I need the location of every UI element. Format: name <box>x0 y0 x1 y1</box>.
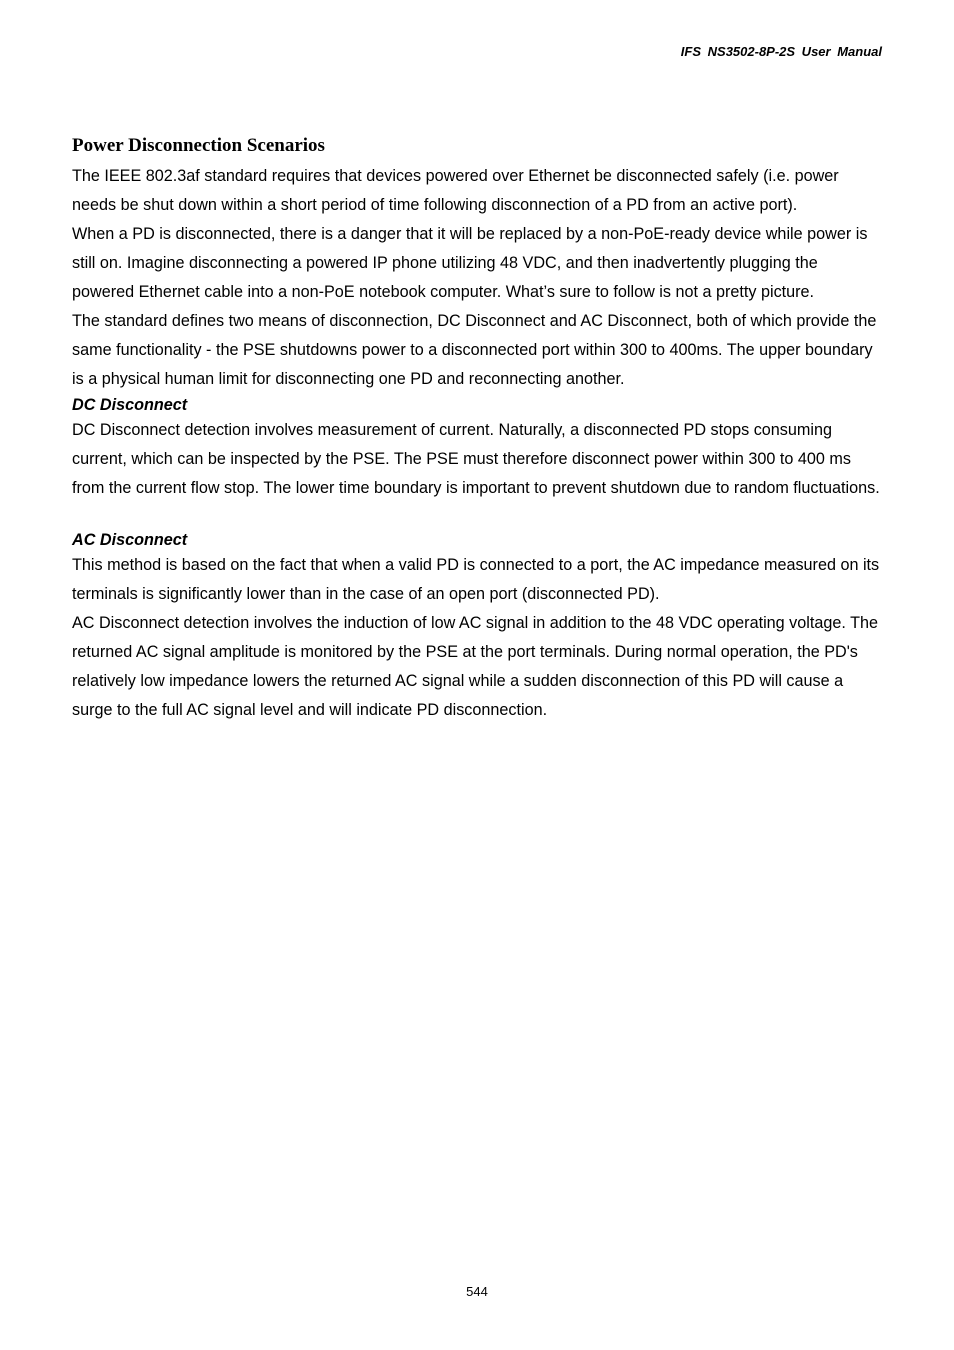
dc-disconnect-heading: DC Disconnect <box>72 396 188 414</box>
ac-disconnect-paragraph-2: AC Disconnect detection involves the induction of low AC signal in addition to the 48 VDC operating voltage. The returned AC signal amplitude is monitored by the PSE at the port terminals. During normal operation, the PD's relatively low impedance lowers the returned AC signal while a sudden disconnection of this PD will cause a surge to the full AC signal level and will indicate PD disconnection. <box>72 614 878 719</box>
document-body <box>72 133 884 725</box>
section-spacer <box>72 503 884 529</box>
page-number: 544 <box>466 1284 488 1299</box>
section-title: Power Disconnection Scenarios <box>72 135 325 156</box>
dc-disconnect-paragraph: DC Disconnect detection involves measurement of current. Naturally, a disconnected PD stops consuming current, which can be inspected by the PSE. The PSE must therefore disconnect power within 300 to 400 ms from the current flow stop. The lower time boundary is important to prevent shutdown due to random fluctuations. <box>72 421 880 497</box>
ac-disconnect-heading: AC Disconnect <box>72 531 188 549</box>
intro-paragraph-3: The standard defines two means of disconnection, DC Disconnect and AC Disconnect, both of which provide the same functionality - the PSE shutdowns power to a disconnected port within 300 to 400ms. The upper boundary is a physical human limit for disconnecting one PD and reconnecting another. <box>72 312 877 388</box>
ac-disconnect-paragraph-1: This method is based on the fact that when a valid PD is connected to a port, the AC impedance measured on its terminals is significantly lower than in the case of an open port (disconnected PD). <box>72 556 880 603</box>
running-header: IFS NS3502-8P-2S User Manual <box>680 44 882 59</box>
intro-paragraph-1: The IEEE 802.3af standard requires that devices powered over Ethernet be disconnected safely (i.e. power needs be shut down within a short period of time following disconnection of a PD from an active port). <box>72 167 839 214</box>
intro-paragraph-2: When a PD is disconnected, there is a danger that it will be replaced by a non-PoE-ready device while power is still on. Imagine disconnecting a powered IP phone utilizing 48 VDC, and then inadvertently plugging the powered Ethernet cable into a non-PoE notebook computer. What’s sure to follow is not a pretty picture. <box>72 225 868 301</box>
